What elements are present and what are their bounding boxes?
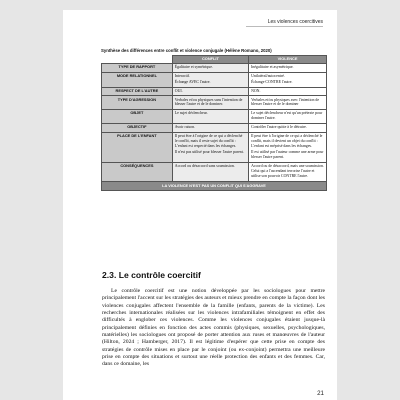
- cell-text: L'enfant est méprisé dans les échanges.: [251, 144, 313, 149]
- table-row: [102, 110, 327, 124]
- running-head-rule: [246, 26, 323, 27]
- cell-text: Inégalitaire et asymétrique.: [251, 65, 294, 70]
- column-header-violence: VIOLENCE: [249, 56, 327, 64]
- violence-cell: [249, 110, 327, 124]
- table-row: [102, 73, 327, 88]
- cell-text: Il peut être à l'origine de ce qui a déclenché le conflit, mais il reste sujet du conflit :: [174, 133, 243, 143]
- cell-text: Accord ou de désaccord, mais une soumission.: [251, 163, 324, 168]
- table-row: [102, 123, 327, 132]
- conflit-cell: [172, 96, 248, 110]
- row-header: TYPE D'AGRESSION: [102, 96, 173, 110]
- cell-text: Interactif.: [174, 74, 190, 79]
- row-header: MODE RELATIONNEL: [102, 73, 173, 88]
- cell-text: Unilatéral/autocentré.: [251, 74, 285, 79]
- table-row: [102, 132, 327, 162]
- table-row: [102, 162, 327, 181]
- conflit-cell: [172, 64, 248, 73]
- column-header-conflit: CONFLIT: [172, 56, 248, 64]
- cell-text: Égalitaire et symétrique.: [174, 65, 213, 70]
- table-caption: Synthèse des différences entre conflit et violence conjugale (Hélène Romano, 2020): [101, 48, 272, 53]
- cell-text: Verbales et/ou physiques avec l'intention de blesser l'autre et de le dominer: [251, 97, 320, 107]
- table-corner: [102, 56, 173, 64]
- cell-text: OUI.: [174, 88, 183, 93]
- table-header-row: [102, 56, 327, 64]
- row-header: OBJECTIF: [102, 123, 173, 132]
- cell-text: Avoir raison.: [174, 125, 196, 129]
- page-number: 21: [317, 390, 324, 397]
- cell-text: Il n'est pas utilisé pour blesser l'autre parent.: [174, 150, 244, 155]
- cell-text: Le sujet déclencheur.: [174, 111, 208, 116]
- row-header: CONSÉQUENCES: [102, 162, 173, 181]
- table-row: [102, 87, 327, 96]
- cell-text: Verbales et/ou physiques sans l'intention de blesser l'autre et de le dominer.: [174, 97, 243, 107]
- violence-cell: [249, 132, 327, 162]
- book-page: [63, 10, 337, 400]
- cell-text: Accord ou désaccord sans soumission.: [174, 163, 235, 168]
- cell-text: Échange CONTRE l'autre.: [251, 79, 293, 84]
- violence-cell: [249, 96, 327, 110]
- conflit-cell: [172, 73, 248, 88]
- violence-cell: [249, 73, 327, 88]
- cell-text: Le sujet déclencheur n'est qu'un prétexte pour dominer l'autre.: [251, 111, 323, 121]
- violence-cell: [249, 123, 327, 132]
- row-header: OBJET: [102, 110, 173, 124]
- cell-text: L'enfant est respecté dans les échanges.: [174, 144, 237, 149]
- violence-cell: [249, 87, 327, 96]
- cell-text: NON.: [251, 88, 261, 93]
- violence-cell: [249, 162, 327, 181]
- conflit-cell: [172, 123, 248, 132]
- cell-text: Celui qui a l'ascendant terrorise l'autre et utilise son pouvoir CONTRE l'autre.: [251, 169, 315, 179]
- violence-cell: [249, 64, 327, 73]
- conflit-cell: [172, 132, 248, 162]
- row-header: PLACE DE L'ENFANT: [102, 132, 173, 162]
- comparison-table: [101, 55, 327, 191]
- table-row: [102, 96, 327, 110]
- conflit-cell: [172, 110, 248, 124]
- row-header: TYPE DE RAPPORT: [102, 64, 173, 73]
- conflit-cell: [172, 87, 248, 96]
- table-footer-row: [102, 182, 327, 191]
- cell-text: Il peut être à l'origine de ce qui a déclenché le conflit, mais il devient un objet du conflit :: [251, 133, 323, 143]
- table-row: [102, 64, 327, 73]
- running-head: Les violences coercitives: [267, 19, 323, 25]
- section-title: 2.3. Le contrôle coercitif: [102, 270, 201, 280]
- cell-text: Échange AVEC l'autre.: [174, 79, 211, 84]
- body-paragraph: Le contrôle coercitif est une notion développée par les sociologues pour mettre principalement l'accent sur les stratégies des auteurs et mieux prendre en compte la façon dont les violences conjugales affectent l'ensemble de la famille (enfants, parents de la victime). Les recherches internationales réalisées sur les violences intrafamiliales témoignent en effet des difficultés à englober ces violences. Comme les violences conjugales étaient jusque-là principalement définies en fonction des actes commis (physiques, sexuelles, psychologiques, matérielles) les sociologues ont proposé de porter attention aux ruses et manœuvres de l'auteur (Hilton, 2024 ; Hamberger, 2017). Il est légitime d'espérer que cette prise en compte des stratégies de contrôle mises en place par le conjoint (ou ex-conjoint) permettra une meilleure prise en compte des situations et surtout une réelle protection des enfants et des femmes. Car, dans ce domaine, les: [102, 288, 325, 368]
- cell-text: Contrôler l'autre quitte à le détruire.: [251, 125, 307, 129]
- table-footer: LA VIOLENCE N'EST PAS UN CONFLIT QUI S'AGGRAVE: [102, 182, 327, 191]
- conflit-cell: [172, 162, 248, 181]
- row-header: RESPECT DE L'AUTRE: [102, 87, 173, 96]
- cell-text: Il est utilisé par l'auteur comme une arme pour blesser l'autre parent.: [251, 150, 324, 159]
